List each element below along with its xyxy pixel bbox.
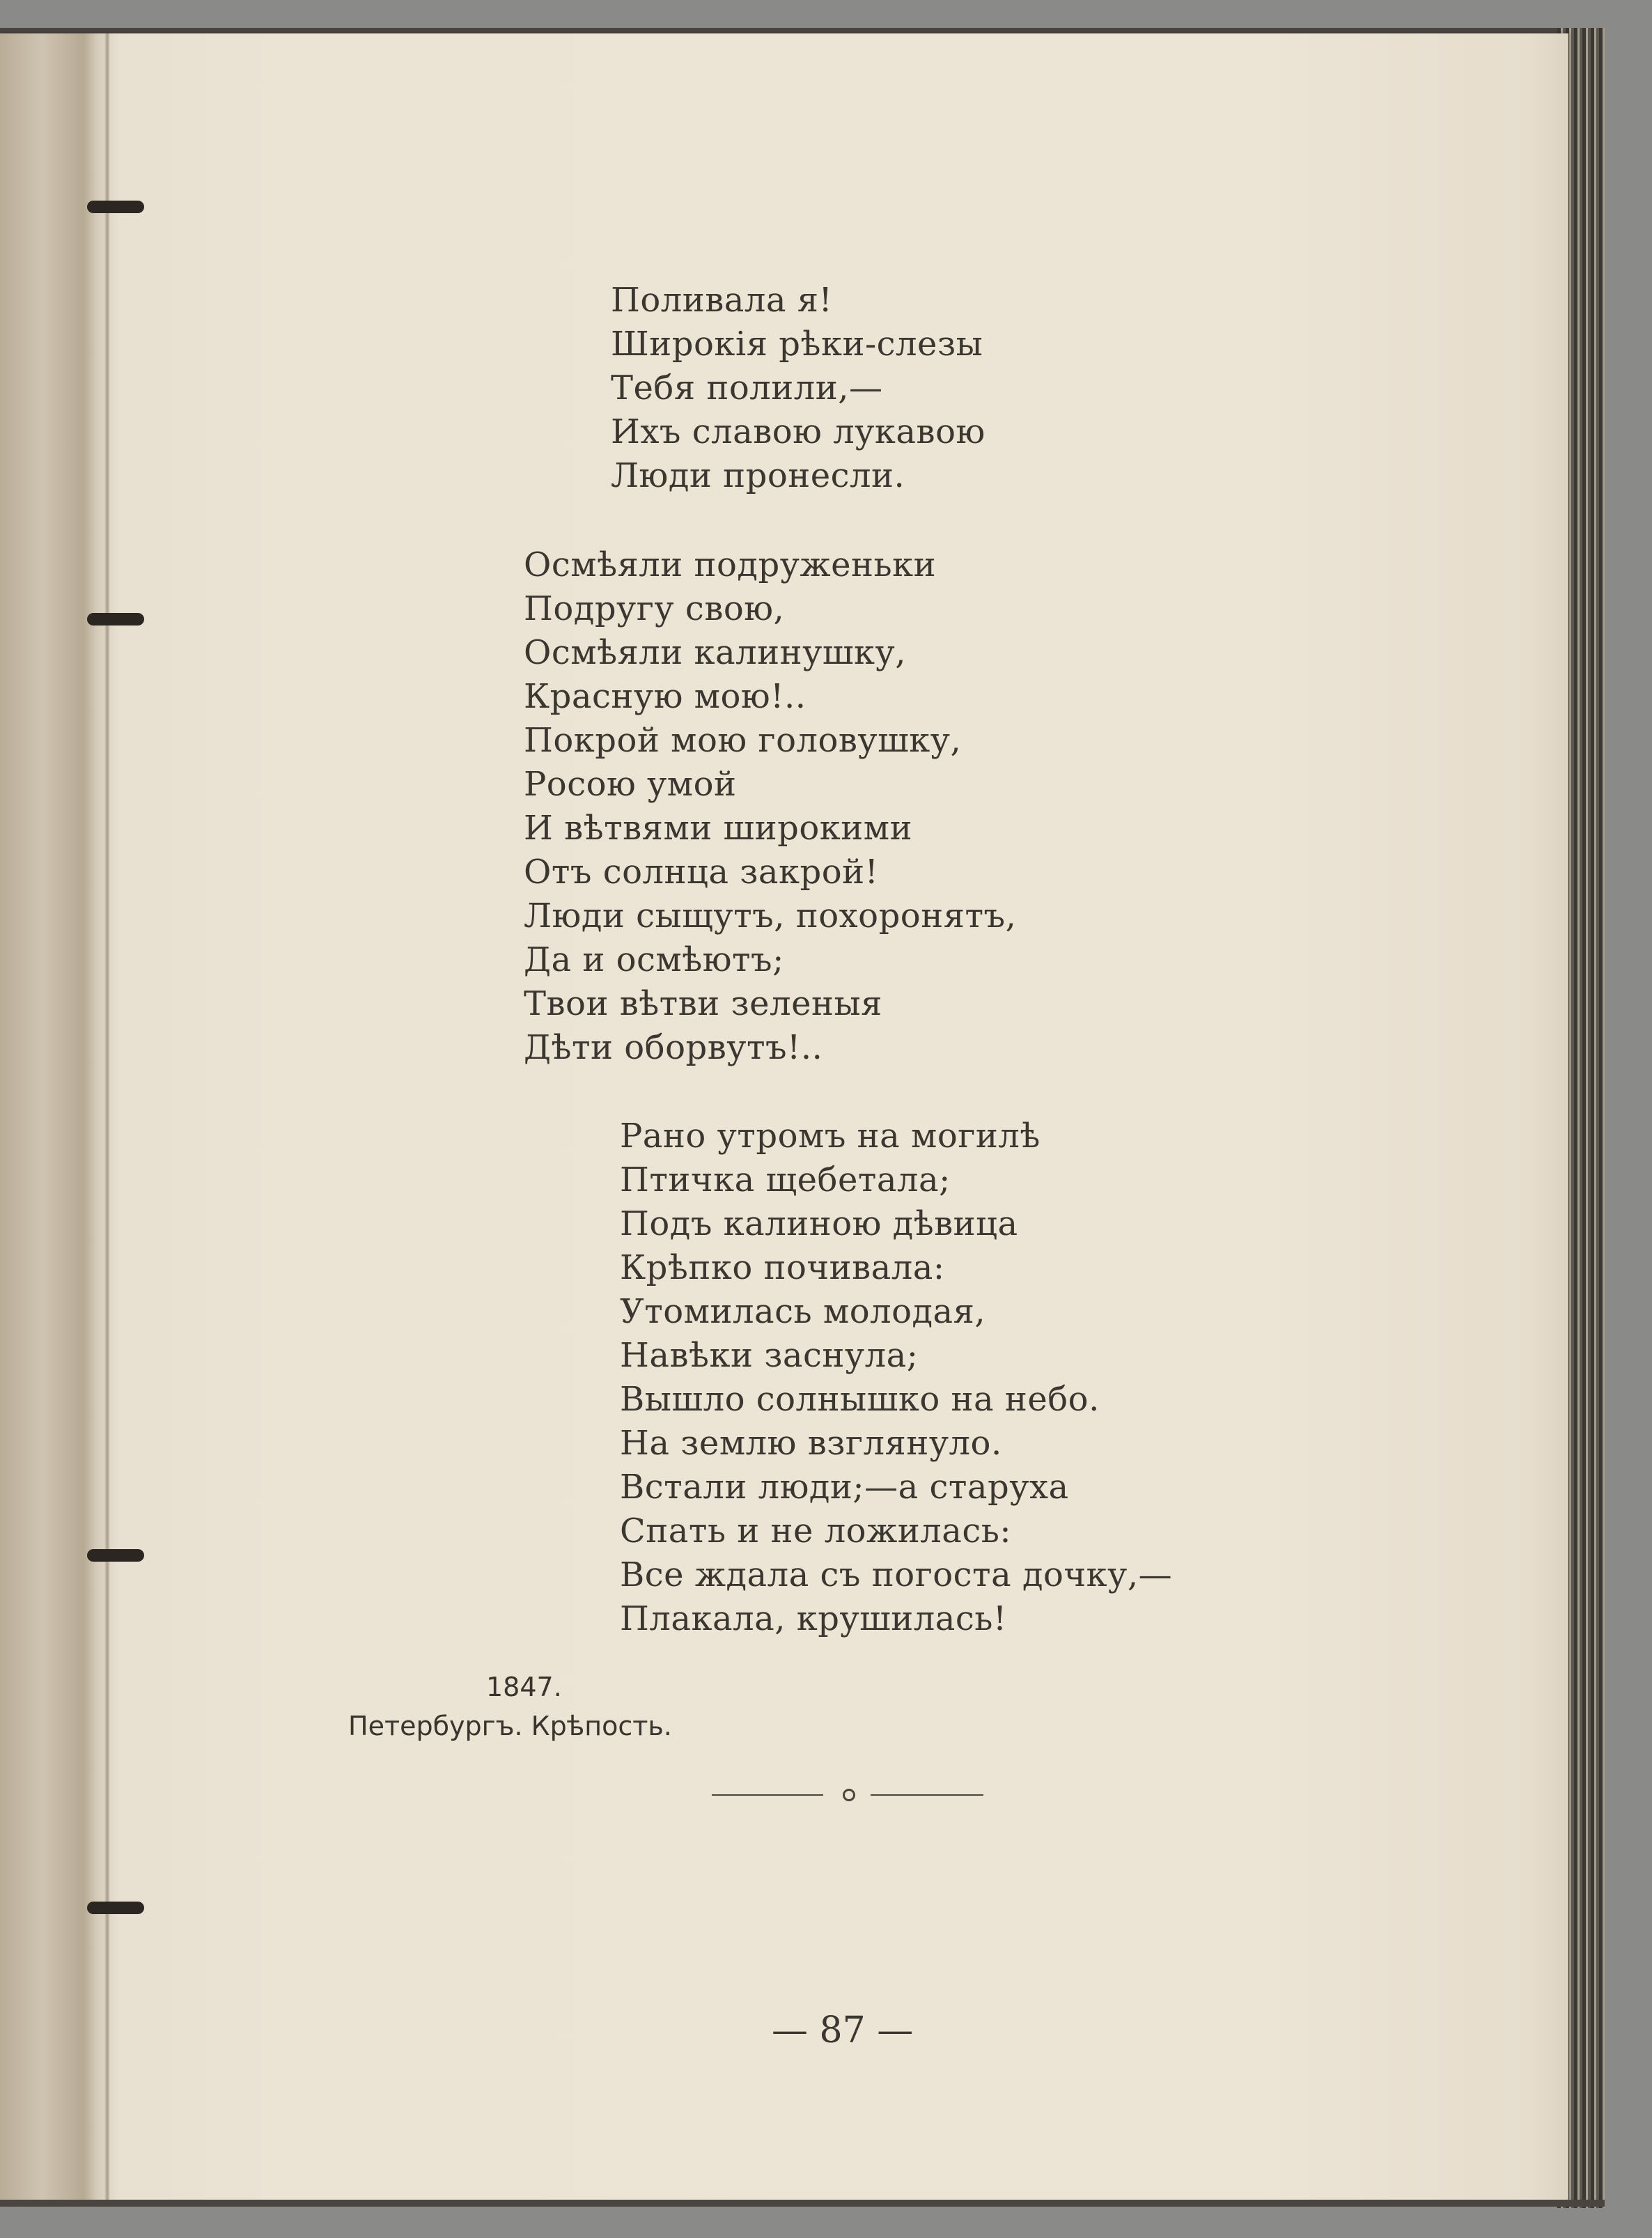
poem-place: Петербургъ. Крѣпость. <box>348 1711 672 1741</box>
poem-line: Подругу свою, <box>524 589 785 628</box>
poem-line: Широкія рѣки-слезы <box>611 325 983 364</box>
divider-line-right <box>871 1794 983 1796</box>
poem-line: Утомилась молодая, <box>620 1292 986 1331</box>
poem-line: Покрой мою головушку, <box>524 721 962 760</box>
poem-line: Крѣпко почивала: <box>620 1248 945 1287</box>
poem-line: Люди сыщутъ, похоронятъ, <box>524 896 1017 935</box>
binding-stitch <box>87 201 144 213</box>
poem-line: Отъ солнца закрой! <box>524 853 879 892</box>
poem-line: Все ждала съ погоста дочку,— <box>620 1555 1173 1594</box>
binding-stitch <box>87 1549 144 1562</box>
gutter-fold-line <box>104 33 110 2201</box>
book-cover-edge <box>1605 21 1652 2215</box>
poem-line: И вѣтвями широкими <box>524 809 913 848</box>
binding-gutter <box>0 33 118 2201</box>
poem-line: Птичка щебетала; <box>620 1160 951 1199</box>
poem-line: Росою умой <box>524 765 737 804</box>
poem-line: Осмѣяли калинушку, <box>524 633 906 672</box>
poem-line: Встали люди;—а старуха <box>620 1468 1069 1507</box>
divider-line-left <box>712 1794 823 1796</box>
poem-line: Тебя полили,— <box>611 368 883 407</box>
poem-line: Спать и не ложилась: <box>620 1512 1012 1551</box>
divider-circle-icon <box>843 1789 855 1801</box>
poem-line: Красную мою!.. <box>524 677 806 716</box>
poem-line: Рано утромъ на могилѣ <box>620 1117 1041 1156</box>
poem-line: Да и осмѣютъ; <box>524 940 784 979</box>
binding-stitch <box>87 1902 144 1914</box>
poem-date: 1847. <box>486 1672 562 1702</box>
poem-line: Осмѣяли подруженьки <box>524 545 937 584</box>
poem-stanza <box>611 279 985 498</box>
poem-line: На землю взглянуло. <box>620 1424 1002 1463</box>
poem-line: Плакала, крушилась! <box>620 1599 1007 1638</box>
section-divider <box>712 1785 983 1805</box>
poem-stanza <box>620 1114 1172 1641</box>
poem-line: Люди пронесли. <box>611 456 905 495</box>
poem-stanza <box>524 543 1016 1070</box>
page-bottom-edge <box>0 2200 1605 2207</box>
poem-line: Поливала я! <box>611 281 833 320</box>
binding-stitch <box>87 613 144 625</box>
poem-line: Дѣти оборвутъ!.. <box>524 1028 823 1067</box>
poem-line: Твои вѣтви зеленыя <box>524 984 882 1023</box>
poem-line: Вышло солнышко на небо. <box>620 1380 1100 1419</box>
poem-line: Навѣки заснула; <box>620 1336 919 1375</box>
poem-line: Ихъ славою лукавою <box>611 412 985 451</box>
poem-line: Подъ калиною дѣвица <box>620 1204 1018 1243</box>
page-number: — 87 — <box>772 2010 914 2051</box>
